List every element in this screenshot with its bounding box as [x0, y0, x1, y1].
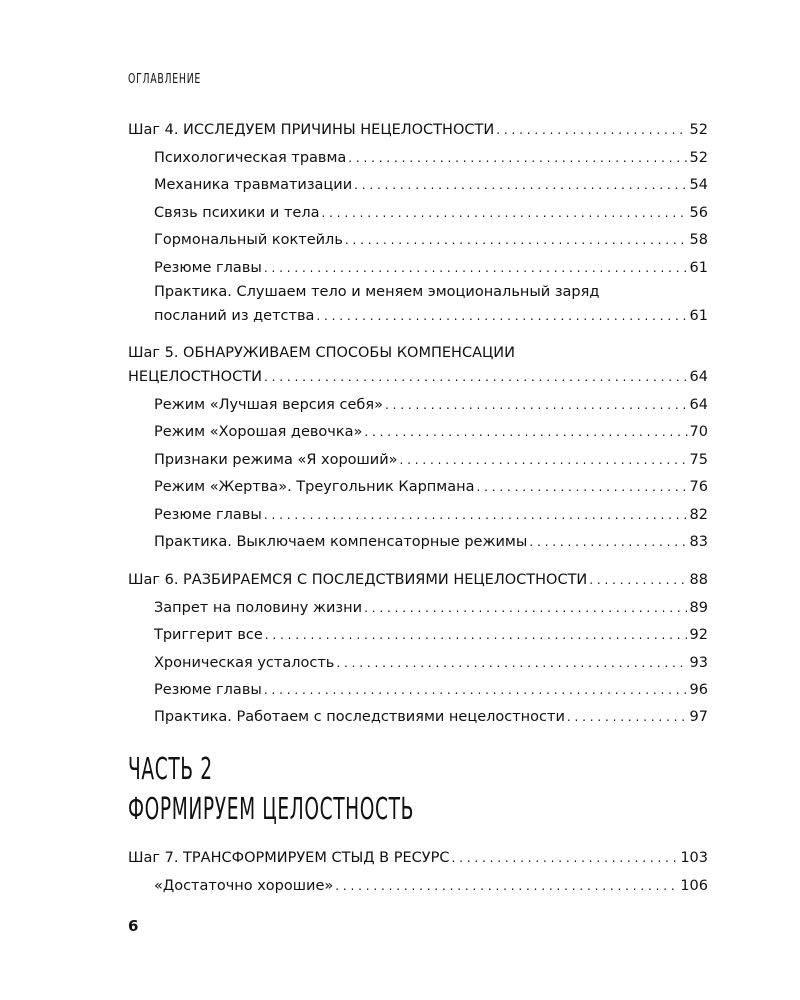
- toc-page: 52: [689, 150, 708, 166]
- toc-title-line1: Шаг 5. ОБНАРУЖИВАЕМ СПОСОБЫ КОМПЕНСАЦИИ: [128, 345, 515, 361]
- leader-dots: [264, 367, 688, 387]
- toc-title: Связь психики и тела: [154, 205, 320, 221]
- leader-dots: [264, 680, 688, 700]
- toc-item[interactable]: [154, 477, 708, 497]
- toc-title: Режим «Лучшая версия себя»: [154, 397, 383, 413]
- leader-dots: [316, 306, 687, 326]
- toc-title: Резюме главы: [154, 682, 262, 698]
- leader-dots: [321, 203, 687, 223]
- toc-title: Резюме главы: [154, 260, 262, 276]
- leader-dots: [335, 876, 678, 896]
- toc-page: 52: [689, 122, 708, 138]
- leader-dots: [567, 707, 688, 727]
- leader-dots: [385, 395, 688, 415]
- toc-item[interactable]: [154, 148, 708, 168]
- page-number: 6: [128, 917, 139, 935]
- leader-dots: [451, 848, 678, 868]
- toc-page: 92: [689, 627, 708, 643]
- toc-page: 75: [689, 452, 708, 468]
- toc-title: Режим «Жертва». Треугольник Карпмана: [154, 479, 475, 495]
- toc-item[interactable]: [154, 203, 708, 223]
- toc-page: 70: [689, 424, 708, 440]
- toc-title: Резюме главы: [154, 507, 262, 523]
- toc-item[interactable]: [154, 598, 708, 618]
- leader-dots: [265, 625, 688, 645]
- toc-item[interactable]: [154, 876, 708, 896]
- leader-dots: [476, 477, 687, 497]
- toc-page: 64: [689, 397, 708, 413]
- toc-item[interactable]: [154, 653, 708, 673]
- leader-dots: [364, 598, 687, 618]
- toc-step-4[interactable]: [128, 120, 708, 140]
- toc-page: 76: [689, 479, 708, 495]
- toc-title: Хроническая усталость: [154, 655, 335, 671]
- toc-item[interactable]: [154, 395, 708, 415]
- toc-step-7[interactable]: [128, 848, 708, 868]
- toc-page: 88: [689, 572, 708, 588]
- toc-title: НЕЦЕЛОСТНОСТИ: [128, 369, 262, 385]
- toc-page: 96: [689, 682, 708, 698]
- toc-page: 54: [689, 177, 708, 193]
- toc-title: «Достаточно хорошие»: [154, 878, 334, 894]
- toc-item[interactable]: [154, 680, 708, 700]
- leader-dots: [496, 120, 687, 140]
- leader-dots: [400, 450, 688, 470]
- toc-page: 89: [689, 600, 708, 616]
- toc-title: Шаг 7. ТРАНСФОРМИРУЕМ СТЫД В РЕСУРС: [128, 850, 450, 866]
- toc-page: 58: [689, 232, 708, 248]
- part-heading-line2: ФОРМИРУЕМ ЦЕЛОСТНОСТЬ: [128, 792, 415, 827]
- toc-item[interactable]: [154, 707, 708, 727]
- toc-page: 106: [680, 878, 708, 894]
- leader-dots: [364, 422, 687, 442]
- toc-step-6[interactable]: [128, 570, 708, 590]
- toc-item[interactable]: [154, 422, 708, 442]
- toc-item[interactable]: [154, 625, 708, 645]
- toc-title: Режим «Хорошая девочка»: [154, 424, 363, 440]
- toc-page: 93: [689, 655, 708, 671]
- leader-dots: [264, 258, 688, 278]
- toc-page: 103: [680, 850, 708, 866]
- toc-title: Гормональный коктейль: [154, 232, 343, 248]
- toc-item[interactable]: [154, 306, 708, 326]
- toc-page: 83: [689, 534, 708, 550]
- toc-page: 56: [689, 205, 708, 221]
- toc-step-5[interactable]: [128, 367, 708, 387]
- toc-page: 61: [689, 308, 708, 324]
- toc-title: Шаг 4. ИССЛЕДУЕМ ПРИЧИНЫ НЕЦЕЛОСТНОСТИ: [128, 122, 495, 138]
- toc-page: 61: [689, 260, 708, 276]
- toc-item[interactable]: [154, 532, 708, 552]
- toc-item[interactable]: [154, 258, 708, 278]
- toc-page: 97: [689, 709, 708, 725]
- toc-item[interactable]: [154, 230, 708, 250]
- toc-item[interactable]: [154, 505, 708, 525]
- toc-title: Психологическая травма: [154, 150, 347, 166]
- leader-dots: [264, 505, 688, 525]
- toc-title: Запрет на половину жизни: [154, 600, 363, 616]
- toc-title: Шаг 6. РАЗБИРАЕМСЯ С ПОСЛЕДСТВИЯМИ НЕЦЕЛОСТНОСТИ: [128, 572, 588, 588]
- leader-dots: [354, 175, 687, 195]
- toc-title: Практика. Работаем с последствиями нецелостности: [154, 709, 565, 725]
- toc-page: 82: [689, 507, 708, 523]
- toc-title: Практика. Выключаем компенсаторные режимы: [154, 534, 528, 550]
- leader-dots: [589, 570, 687, 590]
- leader-dots: [345, 230, 688, 250]
- toc-title: Триггерит все: [154, 627, 263, 643]
- toc-title: посланий из детства: [154, 308, 315, 324]
- running-head: ОГЛАВЛЕНИЕ: [128, 72, 202, 87]
- part-heading-line1: ЧАСТЬ 2: [128, 752, 213, 787]
- toc-title: Механика травматизации: [154, 177, 353, 193]
- toc-item[interactable]: [154, 175, 708, 195]
- toc-page: 64: [689, 369, 708, 385]
- leader-dots: [336, 653, 687, 673]
- leader-dots: [348, 148, 687, 168]
- toc-title-line1: Практика. Слушаем тело и меняем эмоциональный заряд: [154, 284, 600, 300]
- toc-title: Признаки режима «Я хороший»: [154, 452, 398, 468]
- leader-dots: [529, 532, 687, 552]
- toc-item[interactable]: [154, 450, 708, 470]
